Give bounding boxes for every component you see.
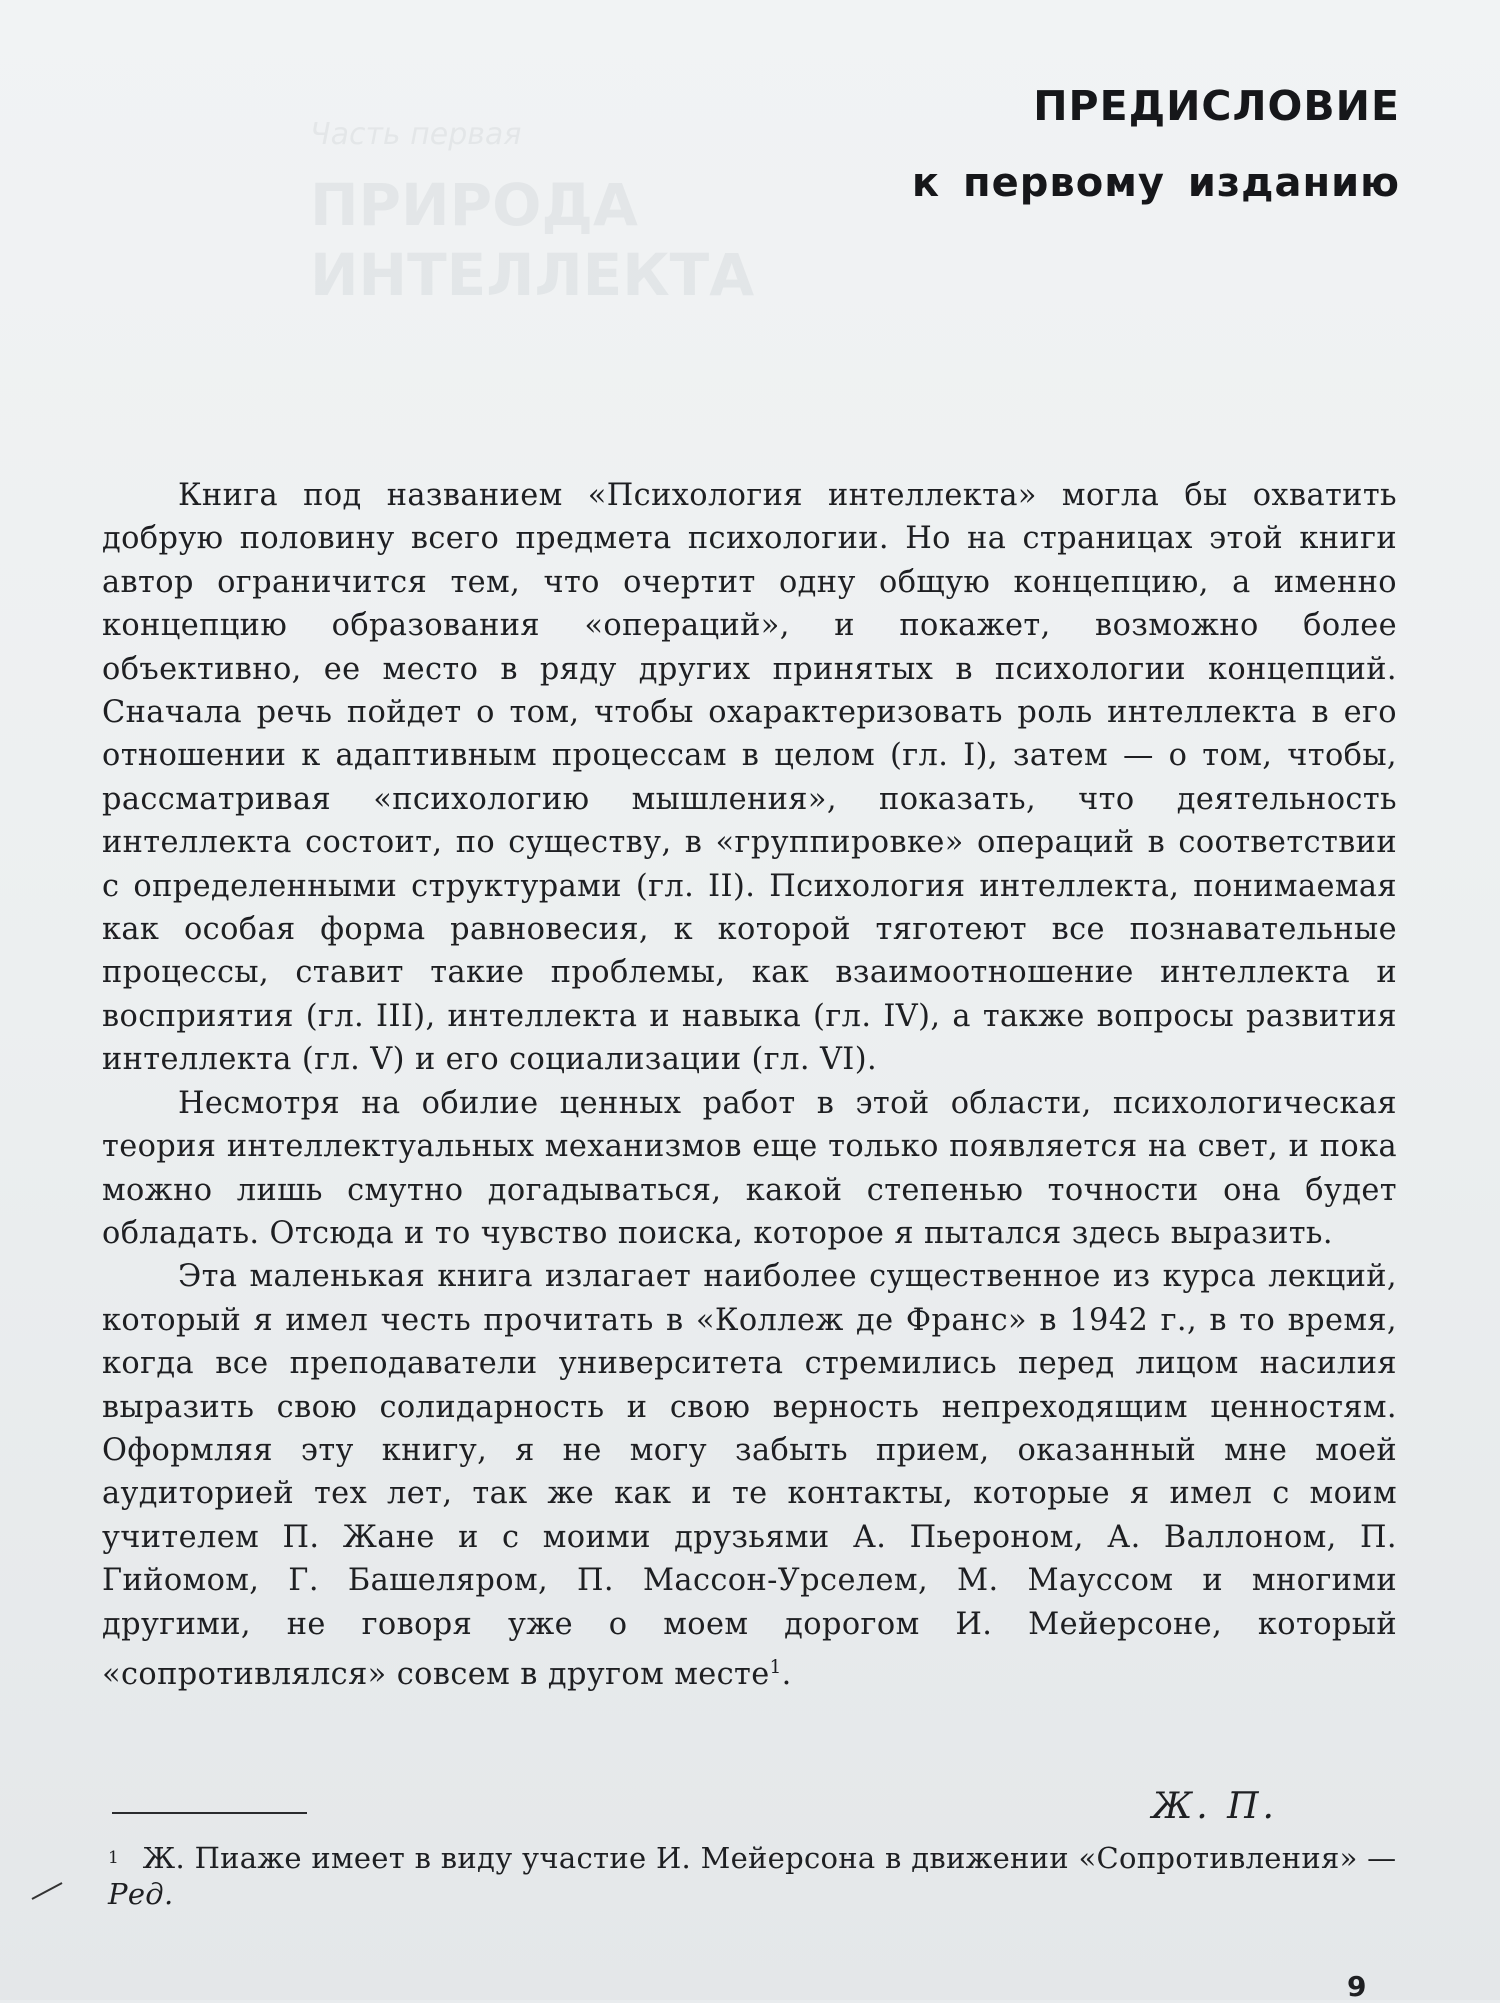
footnote-editor: Ред. [108,1877,174,1911]
footnote-mark: 1 [108,1848,120,1868]
footnote-divider [112,1812,307,1814]
show-through-text: Часть первая ПРИРОДА ИНТЕЛЛЕКТА [310,117,755,309]
chapter-title: ПРЕДИСЛОВИЕ [1033,82,1400,130]
preface-body [102,474,1397,1697]
page-number: 9 [1347,1970,1367,2003]
chapter-subtitle: к первому изданию [911,160,1400,206]
pen-mark [32,1882,63,1900]
footnote-text: Ж. Пиаже имеет в виду участие И. Мейерсона в движении «Сопротивления» — [142,1841,1397,1875]
footnote [108,1840,1403,1912]
paragraph-1: Книга под названием «Психология интеллекта» могла бы охватить добрую половину всего предмета психологии. Но на страницах этой книги автор ограничится тем, что очертит одну общую концепцию, а именно концепцию образования «операций», и покажет, возможно более объективно, ее место в ряду других принятых в психологии концепций. Сначала речь пойдет о том, чтобы охарактеризовать роль интеллекта в его отношении к адаптивным процессам в целом (гл. I), затем — о том, чтобы, рассматривая «психологию мышления», показать, что деятельность интеллекта состоит, по существу, в «группировке» операций в соответствии с определенными структурами (гл. II). Психология интеллекта, понимаемая как особая форма равновесия, к которой тяготеют все познавательные процессы, ставит такие проблемы, как взаимоотношение интеллекта и восприятия (гл. III), интеллекта и навыка (гл. IV), а также вопросы развития интеллекта (гл. V) и его социализации (гл. VI). [102,478,1397,1078]
paragraph-2: Несмотря на обилие ценных работ в этой области, психологическая теория интеллектуальных механизмов еще только появляется на свет, и пока можно лишь смутно догадываться, какой степенью точности она будет обладать. Отсюда и то чувство поиска, которое я пытался здесь выразить. [102,1085,1397,1251]
paragraph-3: Эта маленькая книга излагает наиболее существенное из курса лекций, который я имел честь прочитать в «Коллеж де Франс» в 1942 г., в то время, когда все преподаватели университета стремились перед лицом насилия выразить свою солидарность и свою верность непреходящим ценностям. Оформляя эту книгу, я не могу забыть прием, оказанный мне моей аудиторией тех лет, так же как и те контакты, которые я имел с моим учителем П. Жане и с моими друзьями А. Пьероном, А. Валлоном, П. Гийомом, Г. Башеляром, П. Массон-Урселем, М. Мауссом и многими другими, не говоря уже о моем дорогом И. Мейерсоне, который «сопротивлялся» совсем в другом месте$^1$. [102,1259,1397,1693]
footnote-reference: 1 [769,1656,782,1678]
paragraph-3-text: Эта маленькая книга излагает наиболее существенное из курса лекций, который я имел честь прочитать в «Коллеж де Франс» в 1942 г., в то время, когда все преподаватели университета стремились перед лицом насилия выразить свою солидарность и свою верность непреходящим ценностям. Оформляя эту книгу, я не могу забыть прием, оказанный мне моей аудиторией тех лет, так же как и те контакты, которые я имел с моим учителем П. Жане и с моими друзьями А. Пьероном, А. Валлоном, П. Гийомом, Г. Башеляром, П. Массон-Урселем, М. Мауссом и многими другими, не говоря уже о моем дорогом И. Мейерсоне, который «сопротивлялся» совсем в другом месте [102,1259,1397,1693]
author-signature: Ж. П. [1151,1786,1278,1827]
